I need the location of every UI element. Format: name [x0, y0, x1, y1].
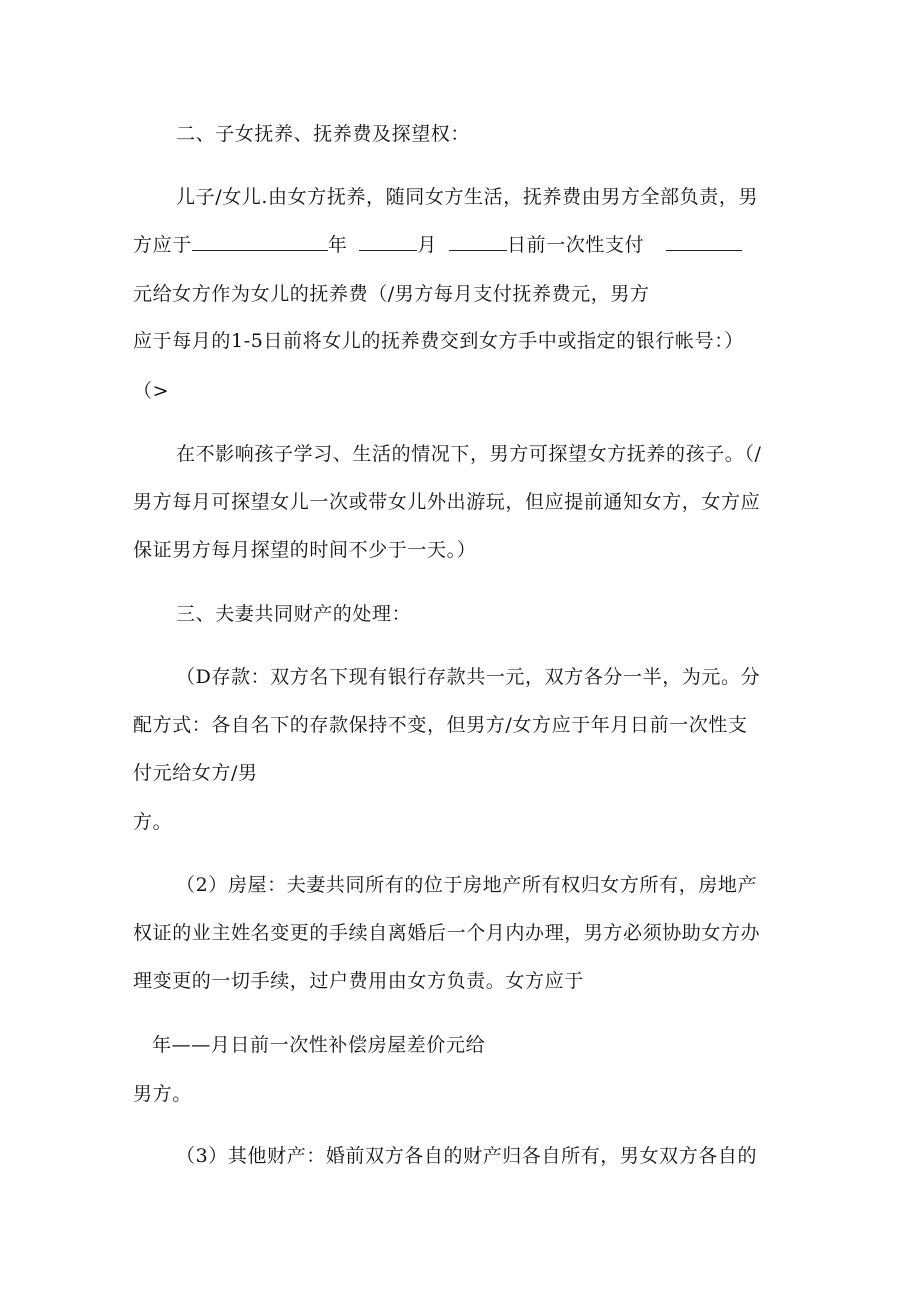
custody-line-2-b: 年: [327, 234, 348, 256]
deposit-line-2: 配方式：各自名下的存款保持不变，但男方/女方应于年月日前一次性支: [133, 714, 748, 736]
section2-heading: 二、子女抚养、抚养费及探望权：: [176, 123, 471, 145]
custody-line-3: 元给女方作为女儿的抚养费（/男方每月支付抚养费元，男方: [133, 283, 650, 305]
other-property-line-1: （3）其他财产：婚前双方各自的财产归各自所有，男女双方各自的: [176, 1145, 758, 1167]
blank-year: [192, 232, 328, 251]
blank-month: [359, 232, 417, 251]
visitation-line-1: 在不影响孩子学习、生活的情况下，男方可探望女方抚养的孩子。（/: [176, 443, 762, 465]
house-line-1: （2）房屋：夫妻共同所有的位于房地产所有权归女方所有，房地产: [176, 874, 758, 896]
deposit-line-3: 付元给女方/男: [133, 762, 258, 784]
custody-line-2-a: 方应于: [133, 234, 192, 256]
deposit-line-4: 方。: [133, 811, 173, 833]
house-line-4: 年——月日前一次性补偿房屋差价元给: [152, 1034, 486, 1056]
house-line-5: 男方。: [133, 1083, 192, 1105]
visitation-line-3: 保证男方每月探望的时间不少于一天。）: [133, 539, 477, 561]
blank-day: [449, 232, 507, 251]
visitation-line-2: 男方每月可探望女儿一次或带女儿外出游玩，但应提前通知女方，女方应: [133, 491, 761, 513]
custody-line-2-d: 日前一次性支付: [507, 234, 645, 256]
house-line-3: 理变更的一切手续，过户费用由女方负责。女方应于: [133, 970, 584, 992]
deposit-line-1: （D存款：双方名下现有银行存款共一元，双方各分一半，为元。分: [176, 666, 761, 688]
custody-line-1: 儿子/女儿.由女方抚养，随同女方生活，抚养费由男方全部负责，男: [176, 186, 759, 208]
custody-line-2-c: 月: [417, 234, 438, 256]
house-line-2: 权证的业主姓名变更的手续自离婚后一个月内办理，男方必须协助女方办: [133, 922, 761, 944]
section3-heading: 三、夫妻共同财产的处理：: [176, 603, 412, 625]
custody-line-2: [133, 231, 742, 259]
custody-line-4: 应于每月的1-5日前将女儿的抚养费交到女方手中或指定的银行帐号：）: [133, 330, 744, 352]
blank-amount: [666, 232, 742, 251]
custody-line-5: （>: [133, 380, 170, 402]
